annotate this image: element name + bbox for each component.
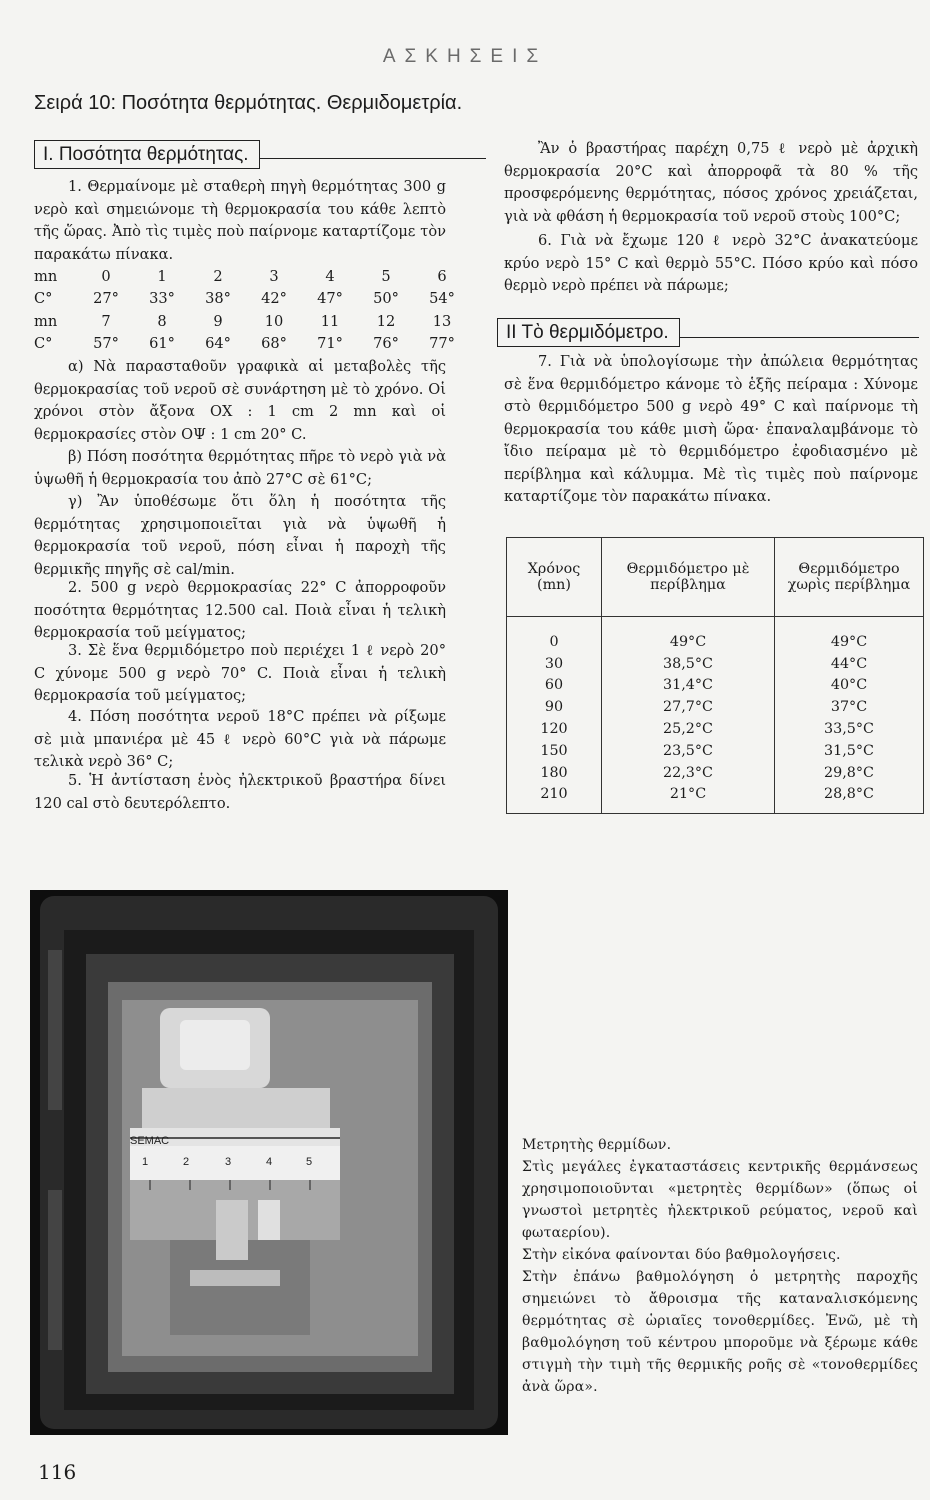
table-row — [507, 762, 924, 784]
exercise-2: 2. 500 g νερὸ θερμοκρασίας 22° C ἀπορροφοῦν ποσότητα θερμότητας 12.500 cal. Ποιὰ εἶναι ἡ τελικὴ θερμοκρασία τοῦ μείγματος; — [34, 579, 446, 641]
table-cell: 33,5°C — [775, 718, 924, 740]
table-cell: C° — [34, 335, 53, 353]
table-cell: 38° — [205, 290, 231, 308]
table-cell: 2 — [213, 267, 223, 285]
table-cell: 4 — [325, 267, 335, 285]
table-cell: 6 — [437, 267, 447, 285]
table-cell: 1 — [157, 267, 167, 285]
table-cell: 68° — [261, 335, 287, 353]
table-row — [507, 718, 924, 740]
section2-title: ΙΙ Τὸ θερμιδόμετρο. — [497, 318, 680, 347]
table-row — [507, 653, 924, 675]
exercise-1-b: β) Πόση ποσότητα θερμότητας πῆρε τὸ νερὸ γιὰ νὰ ὑψωθῆ ἡ θερμοκρασία του ἀπὸ 27°C σὲ 61°C; — [34, 448, 446, 488]
table-cell: 37°C — [775, 696, 924, 718]
table-row — [507, 740, 924, 762]
page-number: 116 — [38, 1460, 77, 1484]
table-cell: 11 — [320, 312, 340, 330]
table-cell: 60 — [507, 675, 602, 697]
table-cell: 29,8°C — [775, 762, 924, 784]
table-cell: 150 — [507, 740, 602, 762]
table-cell: 0 — [507, 617, 602, 653]
table-cell: mn — [34, 312, 58, 330]
table-header: Χρόνος (mn) — [507, 538, 602, 617]
table-cell: C° — [34, 290, 53, 308]
heat-meter-photo — [30, 890, 508, 1435]
table-cell: 42° — [261, 290, 287, 308]
exercise-6: 6. Γιὰ νὰ ἔχωμε 120 ℓ νερὸ 32°C ἀνακατεύομε κρύο νερὸ 15° C καὶ θερμὸ 55°C. Πόσο κρύο καὶ πόσο θερμὸ νερὸ πρέπει νὰ πάρωμε; — [504, 232, 918, 294]
table-cell: 210 — [507, 784, 602, 814]
caption-title: Μετρητὴς θερμίδων. — [522, 1137, 672, 1153]
scale-number: 5 — [306, 1156, 313, 1168]
exercise-5-start: 5. Ἡ ἀντίσταση ἑνὸς ἠλεκτρικοῦ βραστήρα δίνει 120 cal στὸ δευτερόλεπτο. — [34, 772, 446, 812]
table-cell: 50° — [373, 290, 399, 308]
calorimeter-table — [506, 537, 924, 814]
table-cell: 33° — [149, 290, 175, 308]
table-cell: 54° — [429, 290, 455, 308]
table-cell: 5 — [381, 267, 391, 285]
table-row — [507, 784, 924, 814]
table-cell: 8 — [157, 312, 167, 330]
table-row — [507, 696, 924, 718]
table-cell: 64° — [205, 335, 231, 353]
page-header: ΑΣΚΗΣΕΙΣ — [382, 46, 548, 67]
meter-brand-label: SEMAC — [130, 1135, 170, 1147]
table-row — [507, 617, 924, 653]
table-cell: 13 — [432, 312, 452, 330]
scale-number: 1 — [142, 1156, 149, 1168]
table-cell: 0 — [101, 267, 111, 285]
table-cell: 30 — [507, 653, 602, 675]
table-cell: 44°C — [775, 653, 924, 675]
table-cell: 49°C — [775, 617, 924, 653]
table-row — [507, 675, 924, 697]
table-cell: 21°C — [602, 784, 775, 814]
table-cell: 28,8°C — [775, 784, 924, 814]
exercise-7: 7. Γιὰ νὰ ὑπολογίσωμε τὴν ἀπώλεια θερμότητας σὲ ἕνα θερμιδόμετρο κάνομε τὸ ἑξῆς πείραμα : Χύνομε στὸ θερμιδόμετρο 500 g νερὸ 49° C καὶ παίρνομε τὴ θερμοκρασία του κάθε μισὴ ὥρα· ἐπαναλαμβάνομε τὸ ἴδιο πείραμα μὲ τὸ θερμιδόμετρο ἐφοδιασμένο μὲ περίβλημα καὶ κάλυμμα. Μὲ τὶς τιμὲς ποὺ παίρνομε καταρτίζομε τὸν παρακάτω πίνακα. — [504, 353, 918, 505]
photo-caption — [522, 1134, 918, 1398]
table-cell: 9 — [213, 312, 223, 330]
caption-paragraph: Στὴν ἐπάνω βαθμολόγηση ὁ μετρητὴς παροχῆς σημειώνει τὸ ἄθροισμα τῆς καταναλισκόμενης θερμότητας σὲ ὡριαῖες τονοθερμίδες. Ἐνῶ, μὲ τὴ βαθμολόγηση τοῦ κέντρου μπορoῦμε νὰ ξέρωμε κάθε στιγμὴ τὴν τιμὴ τῆς θερμικῆς ροῆς σὲ «τονοθερμίδες ἀνὰ ὥρα». — [522, 1269, 918, 1395]
table-cell: 77° — [429, 335, 455, 353]
scale-number: 2 — [183, 1156, 190, 1168]
table-cell: 61° — [149, 335, 175, 353]
table-cell: 90 — [507, 696, 602, 718]
table-cell: 31,4°C — [602, 675, 775, 697]
table-row — [34, 333, 470, 356]
table-cell: 76° — [373, 335, 399, 353]
table-cell: 57° — [93, 335, 119, 353]
table-cell: mn — [34, 267, 58, 285]
table-cell: 40°C — [775, 675, 924, 697]
table-cell: 25,2°C — [602, 718, 775, 740]
table-cell: 47° — [317, 290, 343, 308]
table-header: Θερμιδόμετρο μὲ περίβλημα — [602, 538, 775, 617]
exercise-1-a: α) Νὰ παρασταθοῦν γραφικὰ αἱ μεταβολὲς τῆς θερμοκρασίας τοῦ νεροῦ σὲ συνάρτηση μὲ τὸ χρόνο. Οἱ χρόνοι στὸν ἄξονα ΟΧ : 1 cm 2 mn καὶ οἱ θερμοκρασίες στὸν ΟΨ : 1 cm 20° C. — [34, 358, 446, 443]
exercise-1-intro: 1. Θερμαίνομε μὲ σταθερὴ πηγὴ θερμότητας 300 g νερὸ καὶ σημειώνομε τὴ θερμοκρασία του κάθε λεπτὸ τῆς ὥρας. Ἀπὸ τὶς τιμὲς ποὺ παίρνομε καταρτίζομε τὸν παρακάτω πίνακα. — [34, 178, 446, 263]
table-header: Θερμιδόμετρο χωρὶς περίβλημα — [775, 538, 924, 617]
table-cell: 38,5°C — [602, 653, 775, 675]
scale-number: 3 — [225, 1156, 232, 1168]
exercise-1-c: γ) Ἂν ὑποθέσωμε ὅτι ὅλη ἡ ποσότητα τῆς θερμότητας χρησιμοποιεῖται γιὰ νὰ ὑψωθῆ ἡ θερμοκρασία τοῦ νεροῦ, πόση εἶναι ἡ παροχὴ τῆς θερμικῆς πηγῆς σὲ cal/min. — [34, 493, 446, 578]
exercise-3: 3. Σὲ ἕνα θερμιδόμετρο ποὺ περιέχει 1 ℓ νερὸ 20° C χύνομε 500 g νερὸ 70° C. Ποιὰ εἶναι ἡ τελικὴ θερμοκρασία τοῦ μείγματος; — [34, 642, 446, 704]
table-row — [34, 310, 470, 333]
table-cell: 23,5°C — [602, 740, 775, 762]
table-cell: 10 — [264, 312, 284, 330]
table-cell: 22,3°C — [602, 762, 775, 784]
table-cell: 49°C — [602, 617, 775, 653]
exercise-4: 4. Πόση ποσότητα νεροῦ 18°C πρέπει νὰ ρίξωμε σὲ μιὰ μπανιέρα μὲ 45 ℓ νερὸ 60°C γιὰ νὰ πάρωμε τελικὰ νερὸ 36° C; — [34, 708, 446, 770]
table-cell: 12 — [376, 312, 396, 330]
series-title: Σειρά 10: Ποσότητα θερμότητας. Θερμιδομετρία. — [34, 92, 463, 114]
table-row — [34, 265, 470, 288]
table-row — [34, 288, 470, 311]
exercise-5-continued: Ἂν ὁ βραστήρας παρέχη 0,75 ℓ νερὸ μὲ ἀρχικὴ θερμοκρασία 20°C καὶ ἀπορροφᾶ τὰ 80 % τῆς προσφερόμενης θερμότητας, πόσος χρόνος χρειάζεται, γιὰ νὰ φθάση ἡ θερμοκρασία τοῦ νεροῦ στοὺς 100°C; — [504, 140, 918, 225]
section1-title: Ι. Ποσότητα θερμότητας. — [34, 140, 260, 169]
table-cell: 180 — [507, 762, 602, 784]
table-cell: 7 — [101, 312, 111, 330]
table-header-row — [507, 538, 924, 617]
minute-temperature-table — [34, 265, 470, 355]
table-cell: 71° — [317, 335, 343, 353]
table-cell: 31,5°C — [775, 740, 924, 762]
table-cell: 27° — [93, 290, 119, 308]
heat-meter-image — [30, 890, 508, 1435]
scale-number: 4 — [266, 1156, 273, 1168]
caption-paragraph: Στὴν εἰκόνα φαίνονται δύο βαθμολογήσεις. — [522, 1247, 841, 1263]
caption-paragraph: Στὶς μεγάλες ἐγκαταστάσεις κεντρικῆς θερμάνσεως χρησιμοποιοῦνται «μετρητὲς θερμίδων» (ὅπως οἱ γνωστοὶ μετρητὲς ἠλεκτρικοῦ ρεύματος, νεροῦ καὶ φωταερίου). — [522, 1159, 918, 1241]
table-cell: 27,7°C — [602, 696, 775, 718]
table-cell: 3 — [269, 267, 279, 285]
table-cell: 120 — [507, 718, 602, 740]
